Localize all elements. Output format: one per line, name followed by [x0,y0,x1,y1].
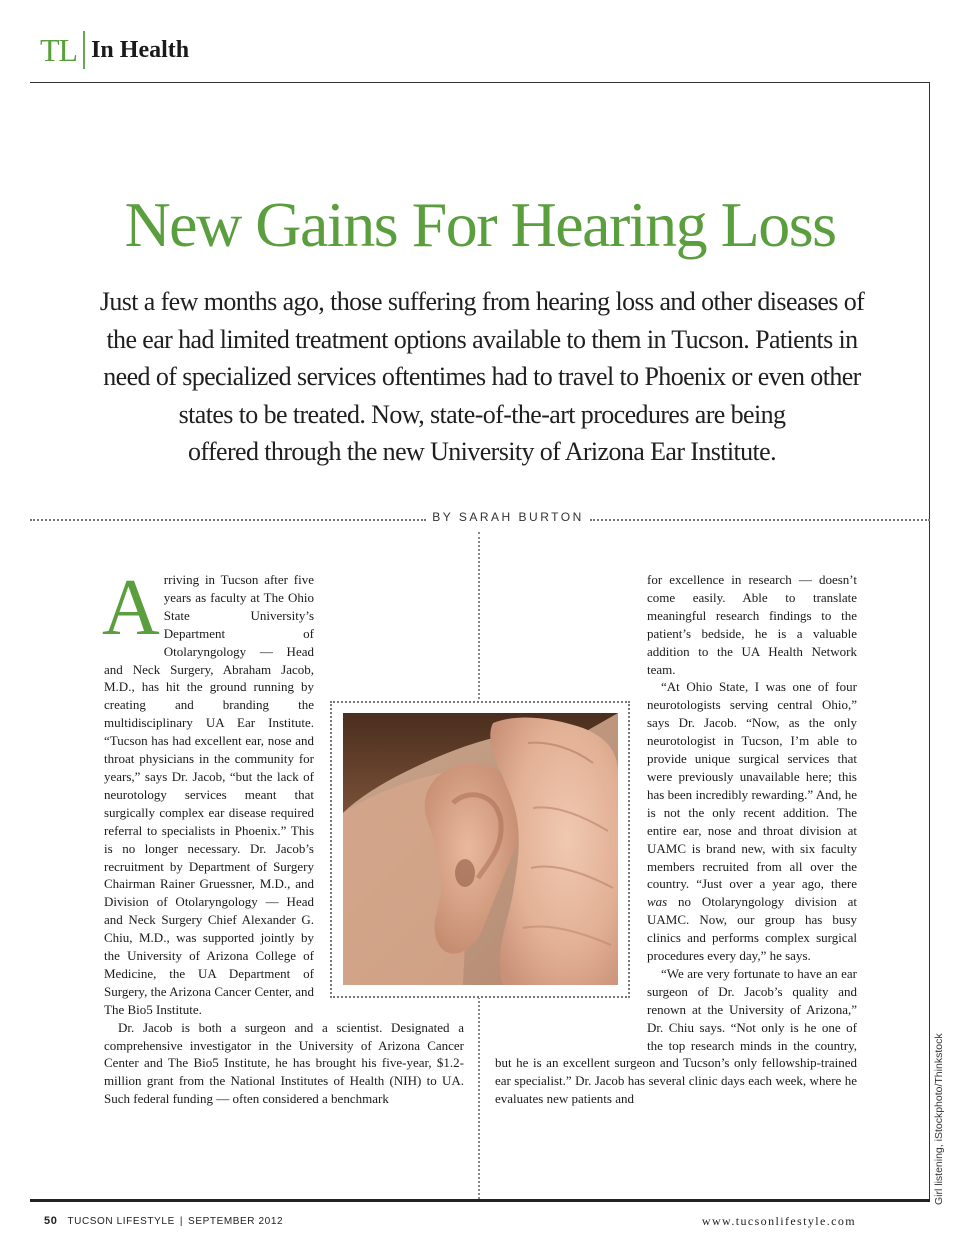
article-title: New Gains For Hearing Loss [124,189,836,260]
emphasis-text: was [647,894,668,910]
magazine-logo: TL [40,32,78,68]
deck-line: need of specialized services oftentimes had to travel to Phoenix or even other [103,362,861,391]
deck-line: the ear had limited treatment options available to them in Tucson. Patients in [106,324,858,354]
byline-dots-left [30,519,426,521]
ear-photo [343,713,618,985]
body-text-run: “At Ohio State, I was one of four neurotologists serving central Ohio,” says Dr. Jacob. “Now, as the only neurotologist in Tucson, I’m able to provide unique surgical services that were previously unavailable here; this has been incredibly rewarding.” And, he is not the only recent addition. The entire ear, nose and throat division at UAMC is brand new, with six faculty members recruited from all over the country. “Just over a year ago, there [647,679,857,892]
drop-cap: A [102,564,160,652]
deck-line: offered through the new University of Arizona Ear Institute. [187,437,777,466]
frame-top-rule [30,82,930,83]
page-number: 50 [44,1215,58,1227]
deck-line: Just a few months ago, those suffering from hearing loss and other diseases of [99,287,865,316]
body-paragraph: Dr. Jacob is both a surgeon and a scientist. Designated a comprehensive investigator in the University of Arizona Cancer Center and The Bio5 Institute, he has brought his five-year, $1.2-million grant from the National Institutes of Health (NIH) to UA. Such federal funding — often considered a benchmark [104,1019,464,1107]
body-paragraph: “We are very fortunate to have an ear surgeon of Dr. Jacob’s quality and renown at the University of Arizona,” Dr. Chiu says. “Not only is he one of the top research minds in the country, but he is an excellent surgeon and Tucson’s only fellowship-trained ear specialist.” Dr. Jacob has several clinic days each week, where he evaluates new patients and [495,965,857,1107]
ear-illustration [343,713,618,985]
page-footer [44,1215,283,1227]
magazine-name: TUCSON LIFESTYLE [67,1216,175,1227]
footer-separator: | [179,1216,184,1227]
deck-line: states to be treated. Now, state-of-the-art procedures are being [178,399,786,429]
header-divider [83,31,85,69]
issue-date: SEPTEMBER 2012 [188,1216,284,1227]
section-header [40,30,189,70]
byline-dots-right [590,519,930,521]
website-link[interactable]: www.tucsonlifestyle.com [701,1214,856,1228]
body-paragraph: rriving in Tucson after five years as faculty at The Ohio State University’s Department of Otolaryngology — Head and Neck Surgery, Abraham Jacob, M.D., has hit the ground running by creating and branding the multidisciplinary UA Ear Institute. “Tucson has had excellent ear, nose and throat physicians in the community for years,” says Dr. Jacob, “but the lack of neurotology services meant that surgically complex ear disease required referral to specialists in Phoenix.” This is no longer necessary. Dr. Jacob’s recruitment by Department of Surgery Chairman Rainer Gruessner, M.D., and Division of Otolaryngology — Head and Neck Surgery Chief Alexander G. Chiu, M.D., was supported jointly by the University of Arizona College of Medicine, the UA Department of Surgery, the Arizona Cancer Center, and The Bio5 Institute. [104,572,314,1017]
photo-credit: Girl listening, iStockphoto/Thinkstock [933,1033,945,1205]
section-name: In Health [91,37,190,63]
body-paragraph: for excellence in research — doesn’t come easily. Able to translate meaningful research findings to the patient’s bedside, he is a valuable addition to the UA Health Network team. [647,572,857,677]
frame-bottom-rule [30,1199,930,1202]
body-text-run: no Otolaryngology division at UAMC. Now, our group has busy clinics and performs complex surgical procedures every day,” he says. [647,894,857,964]
byline: BY SARAH BURTON [432,510,584,524]
byline-row [30,510,930,528]
article-deck [62,283,902,471]
